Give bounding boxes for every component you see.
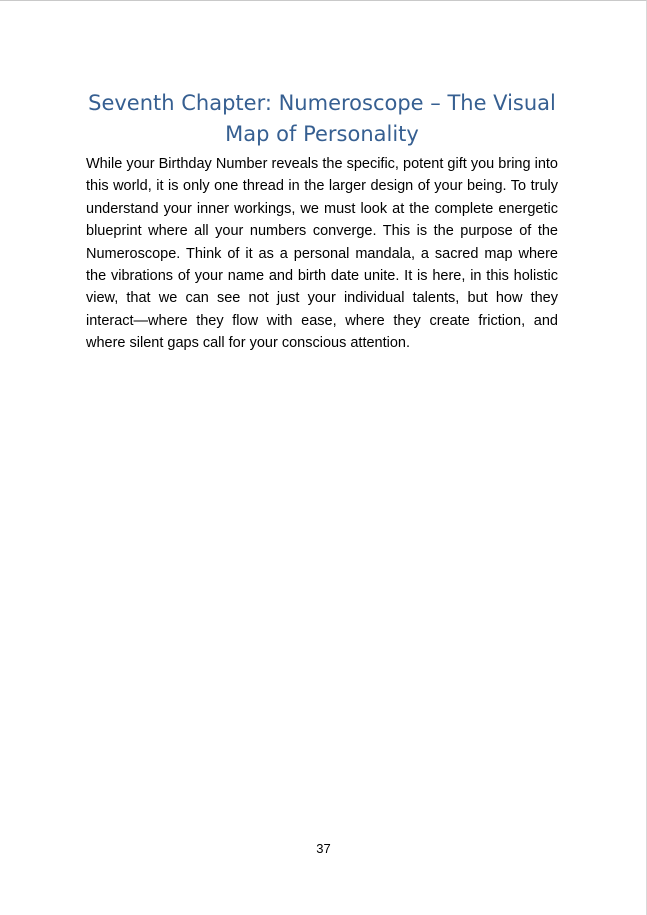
page-number: 37 xyxy=(316,841,331,856)
chapter-title: Seventh Chapter: Numeroscope – The Visual Map of Personality xyxy=(88,91,556,146)
body-paragraph: While your Birthday Number reveals the specific, potent gift you bring into this world, it is only one thread in the larger design of your being. To truly understand your inner workings, we must look at the complete energetic blueprint where all your numbers converge. This is the purpose of the Numeroscope. Think of it as a personal mandala, a sacred map where the vibrations of your name and birth date unite. It is here, in this holistic view, that we can see not just your individual talents, but how they interact—where they flow with ease, where they create friction, and where silent gaps call for your conscious attention. xyxy=(86,156,558,352)
